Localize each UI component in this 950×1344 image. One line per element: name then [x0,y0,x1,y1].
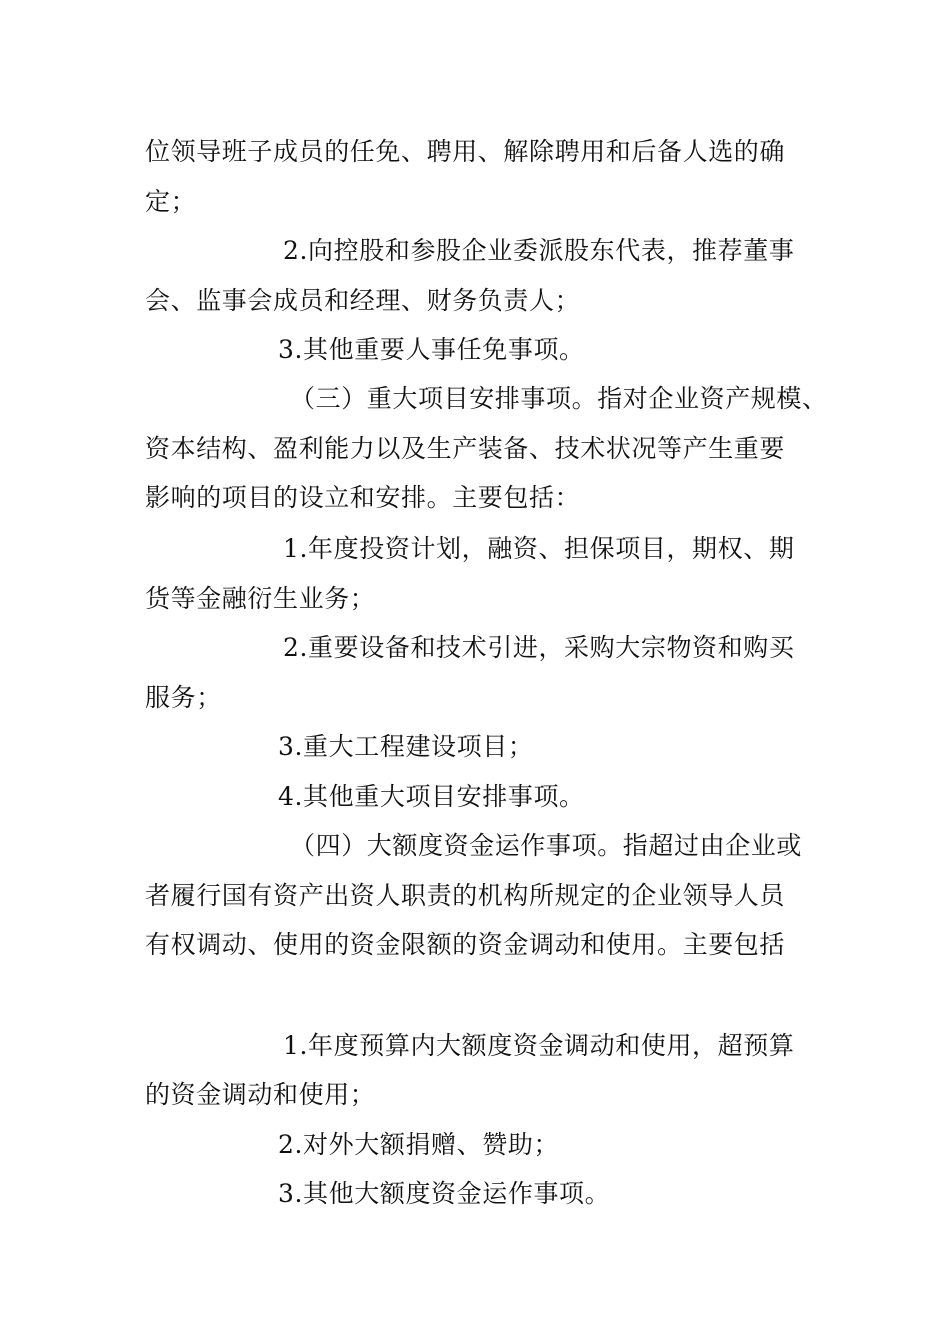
list-item: 2.重要设备和技术引进，采购大宗物资和购买 [283,633,795,662]
list-item: 4.其他重大项目安排事项。 [278,782,585,811]
text-line: 定； [145,187,197,216]
text-line: 货等金融衍生业务； [145,584,376,613]
list-item: 3.其他重要人事任免事项。 [278,335,585,364]
text-line: 的资金调动和使用； [145,1080,376,1109]
text-line: 服务； [145,683,222,712]
list-item: 2.对外大额捐赠、赞助； [278,1130,560,1159]
text-line: 资本结构、盈利能力以及生产装备、技术状况等产生重要 [145,434,786,463]
list-item: 3.其他大额度资金运作事项。 [278,1179,611,1208]
list-item: 1.年度预算内大额度资金调动和使用，超预算 [283,1031,795,1060]
text-line: 影响的项目的设立和安排。主要包括： [145,483,581,512]
text-line: 有权调动、使用的资金限额的资金调动和使用。主要包括 [145,930,786,959]
section-heading: （四）大额度资金运作事项。指超过由企业或 [290,831,803,860]
text-line: 位领导班子成员的任免、聘用、解除聘用和后备人选的确 [145,137,786,166]
section-heading: （三）重大项目安排事项。指对企业资产规模、 [290,384,828,413]
text-line: 者履行国有资产出资人职责的机构所规定的企业领导人员 [145,881,786,910]
list-item: 3.重大工程建设项目； [278,732,534,761]
text-line: 会、监事会成员和经理、财务负责人； [145,286,581,315]
list-item: 2.向控股和参股企业委派股东代表，推荐董事 [283,236,795,265]
list-item: 1.年度投资计划，融资、担保项目，期权、期 [283,534,795,563]
